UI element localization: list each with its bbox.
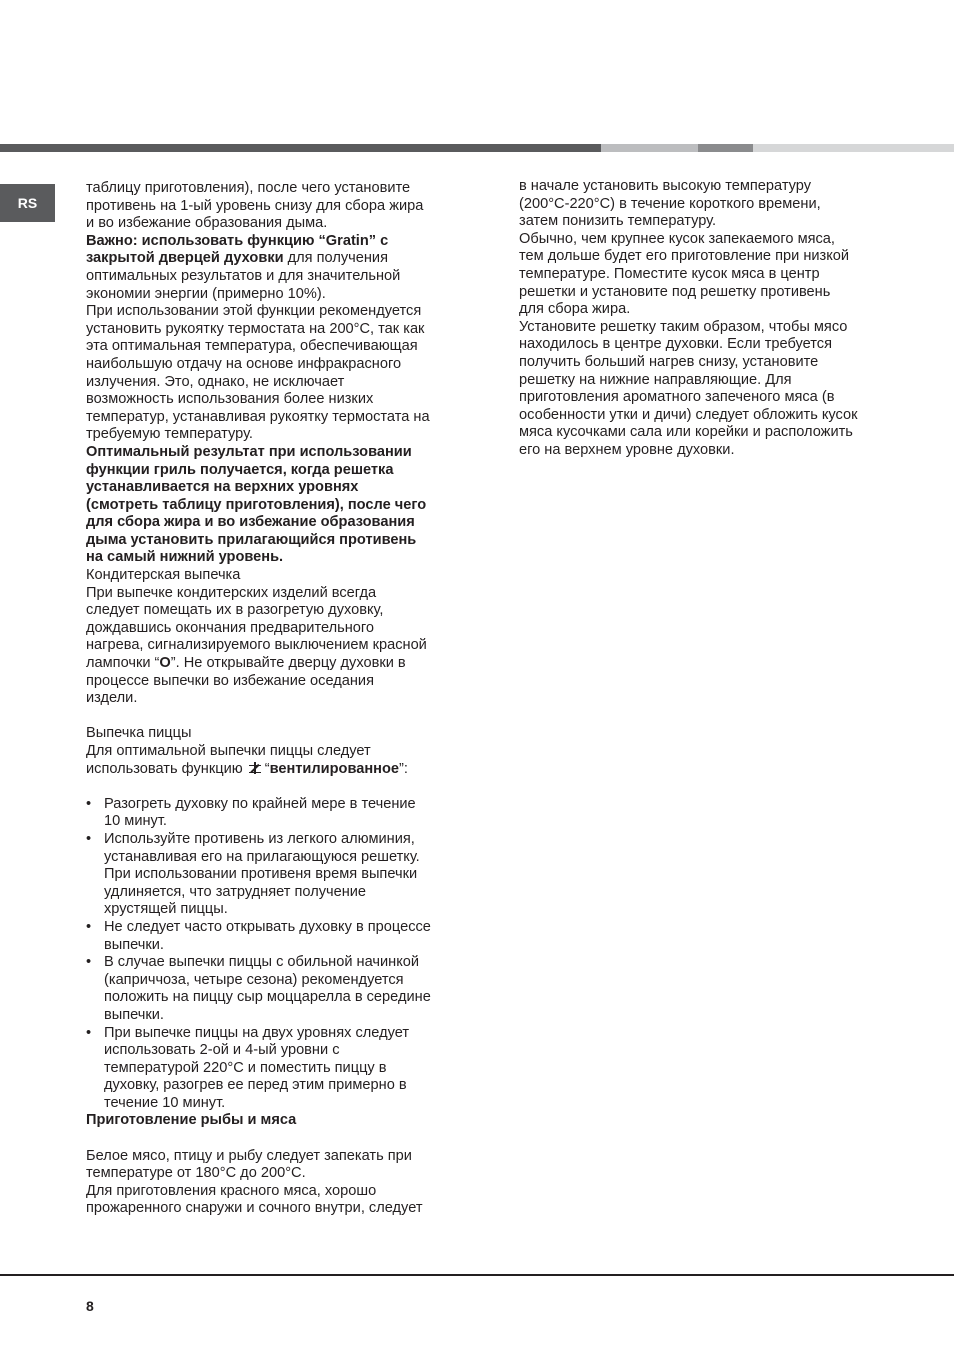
header-bar-light <box>601 144 698 152</box>
pastry-heading: Кондитерская выпечка <box>86 567 241 584</box>
fish-meat-paragraph: Белое мясо, птицу и рыбу следует запекать при температуре от 180°С до 200°С. Для приготовления красного мяса, хорошо прожаренного снаружи и сочного внутри, следует <box>86 1147 423 1217</box>
pizza-intro-paragraph: Для оптимальной выпечки пиццы следует использовать функцию “вентилированное”: <box>86 743 408 777</box>
list-item: • Не следует часто открывать духовку в процессе выпечки. <box>86 918 431 953</box>
fish-meat-heading: Приготовление рыбы и мяса <box>86 1112 297 1129</box>
page-number: 8 <box>86 1298 94 1314</box>
grill-intro-paragraph: таблицу приготовления), после чего установите противень на 1-ый уровень снизу для сбора жира и во избежание образования дыма. <box>86 180 424 232</box>
left-column <box>86 180 466 1218</box>
list-item: • Разогреть духовку по крайней мере в течение 10 минут. <box>86 795 416 830</box>
header-bar-mid <box>698 144 753 152</box>
gratin-note-paragraph: Важно: использовать функцию “Gratin” с закрытой дверцей духовки для получения оптимальных результатов и для значительной экономии энергии (примерно 10%). <box>86 232 401 302</box>
language-badge: RS <box>0 184 55 222</box>
pastry-paragraph: При выпечке кондитерских изделий всегда следует помещать их в разогретую духовку, дождавшись окончания предварительного нагрева, сигнализируемого выключением красной лампочки “O”. Не открывайте дверцу духовки в процессе выпечки во избежание оседания издели. <box>86 584 427 707</box>
optimal-result-paragraph: Оптимальный результат при использовании функции гриль получается, когда решетка устанавливается на верхних уровнях (смотреть таблицу приготовления), после чего для сбора жира и во избежание образования дыма установить прилагающийся противень на самый нижний уровень. <box>86 443 427 566</box>
list-item: • При выпечке пиццы на двух уровнях следует использовать 2-ой и 4-ый уровни с температурой 220°С и поместить пиццу в духовку, разогрев ее перед этим примерно в течение 10 минут. <box>86 1024 410 1111</box>
footer-divider <box>0 1274 954 1276</box>
right-column: в начале установить высокую температуру (200°С-220°С) в течение короткого времени, затем понизить температуру. Обычно, чем крупнее кусок запекаемого мяса, тем дольше будет его приготовление при низкой температуре. Поместите кусок мяса в центр решетки и установите под решетку противень для сбора жира. Установите решетку таким образом, чтобы мясо находилось в центре духовки. Если требуется получить больший нагрев снизу, установите решетку на нижние направляющие. Для приготовления ароматного запеченого мяса (в особенности утки и дичи) следует обложить кусок мяса кусочками сала или корейки и расположить его на верхнем уровне духовки. <box>519 178 858 458</box>
list-item: • Используйте противень из легкого алюминия, устанавливая его на прилагающуюся решетку. При использовании противеня время выпечки удлиняется, что затрудняет получение хрустящей пиццы. <box>86 830 420 918</box>
thermostat-paragraph: При использовании этой функции рекомендуется установить рукоятку термостата на 200°С, так как эта оптимальная температура, обеспечивающая наибольшую отдачу на основе инфракрасного излучения. Это, однако, не исключает возможность использования более низких температур, устанавливая рукоятку термостата на требуемую температуру. <box>86 303 430 443</box>
header-bar-pale <box>753 144 954 152</box>
pizza-bullet-list <box>86 796 466 1113</box>
header-bar-dark <box>0 144 601 152</box>
pizza-heading: Выпечка пиццы <box>86 725 192 742</box>
list-item: • В случае выпечки пиццы с обильной начинкой (каприччоза, четыре сезона) рекомендуется положить на пиццу сыр моццарелла в середине выпечки. <box>86 954 431 1023</box>
fan-function-icon <box>249 762 261 774</box>
